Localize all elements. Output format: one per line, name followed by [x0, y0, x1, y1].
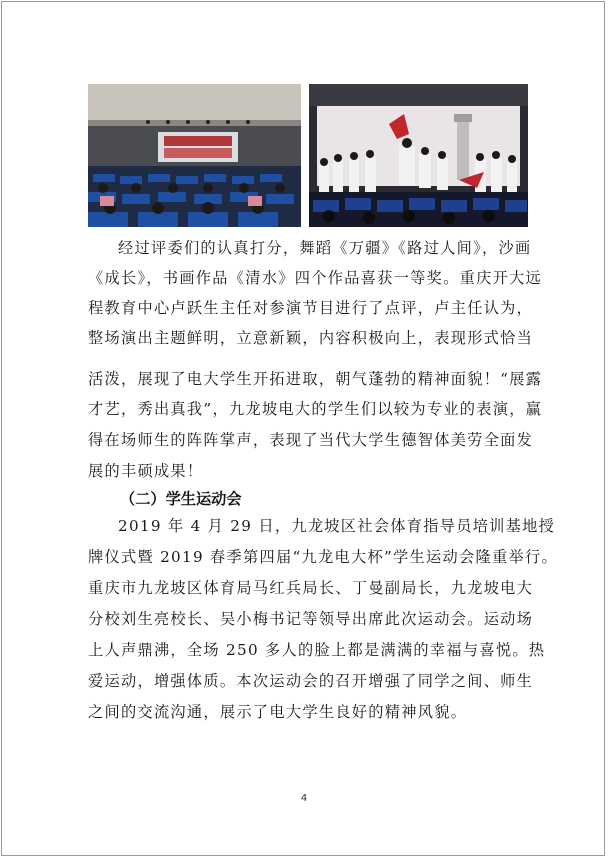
paragraph1-line-3: 程教育中心卢跃生主任对参演节目进行了点评，卢主任认为， — [88, 299, 534, 317]
paragraph2-line-6: 爱运动，增强体质。本次运动会的召开增强了同学之间、师生 — [88, 672, 534, 690]
paragraph1-line-8: 展的丰硕成果！ — [88, 462, 204, 480]
paragraph1-line-4: 整场演出主题鲜明，立意新颖，内容积极向上，表现形式恰当 — [88, 329, 534, 347]
paragraph2-line-2: 牌仪式暨 2019 春季第四届“九龙电大杯”学生运动会隆重举行。 — [88, 548, 558, 566]
paragraph2-line-4: 分校刘生亮校长、吴小梅书记等领导出席此次运动会。运动场 — [88, 610, 534, 628]
paragraph1-line-1: 经过评委们的认真打分，舞蹈《万疆》《路过人间》，沙画 — [118, 239, 532, 257]
section-heading: （二）学生运动会 — [120, 490, 242, 508]
stage-performance-photo — [309, 84, 528, 227]
paragraph1-line-6: 才艺，秀出真我”，九龙坡电大的学生们以较为专业的表演，赢 — [88, 400, 543, 418]
paragraph2-line-3: 重庆市九龙坡区体育局马红兵局长、丁曼副局长，九龙坡电大 — [88, 579, 534, 597]
auditorium-photo — [88, 84, 301, 227]
paragraph2-line-5: 上人声鼎沸，全场 250 多人的脸上都是满满的幸福与喜悦。热 — [88, 641, 546, 659]
paragraph1-line-2: 《成长》，书画作品《清水》四个作品喜获一等奖。重庆开大远 — [88, 269, 543, 287]
paragraph1-line-7: 得在场师生的阵阵掌声，表现了当代大学生德智体美劳全面发 — [88, 431, 534, 449]
page-number: 4 — [300, 793, 308, 804]
paragraph2-line-7: 之间的交流沟通，展示了电大学生良好的精神风貌。 — [88, 703, 468, 721]
paragraph2-line-1: 2019 年 4 月 29 日，九龙坡区社会体育指导员培训基地授 — [118, 517, 556, 535]
paragraph1-line-5: 活泼，展现了电大学生开拓进取，朝气蓬勃的精神面貌！“展露 — [88, 370, 543, 388]
